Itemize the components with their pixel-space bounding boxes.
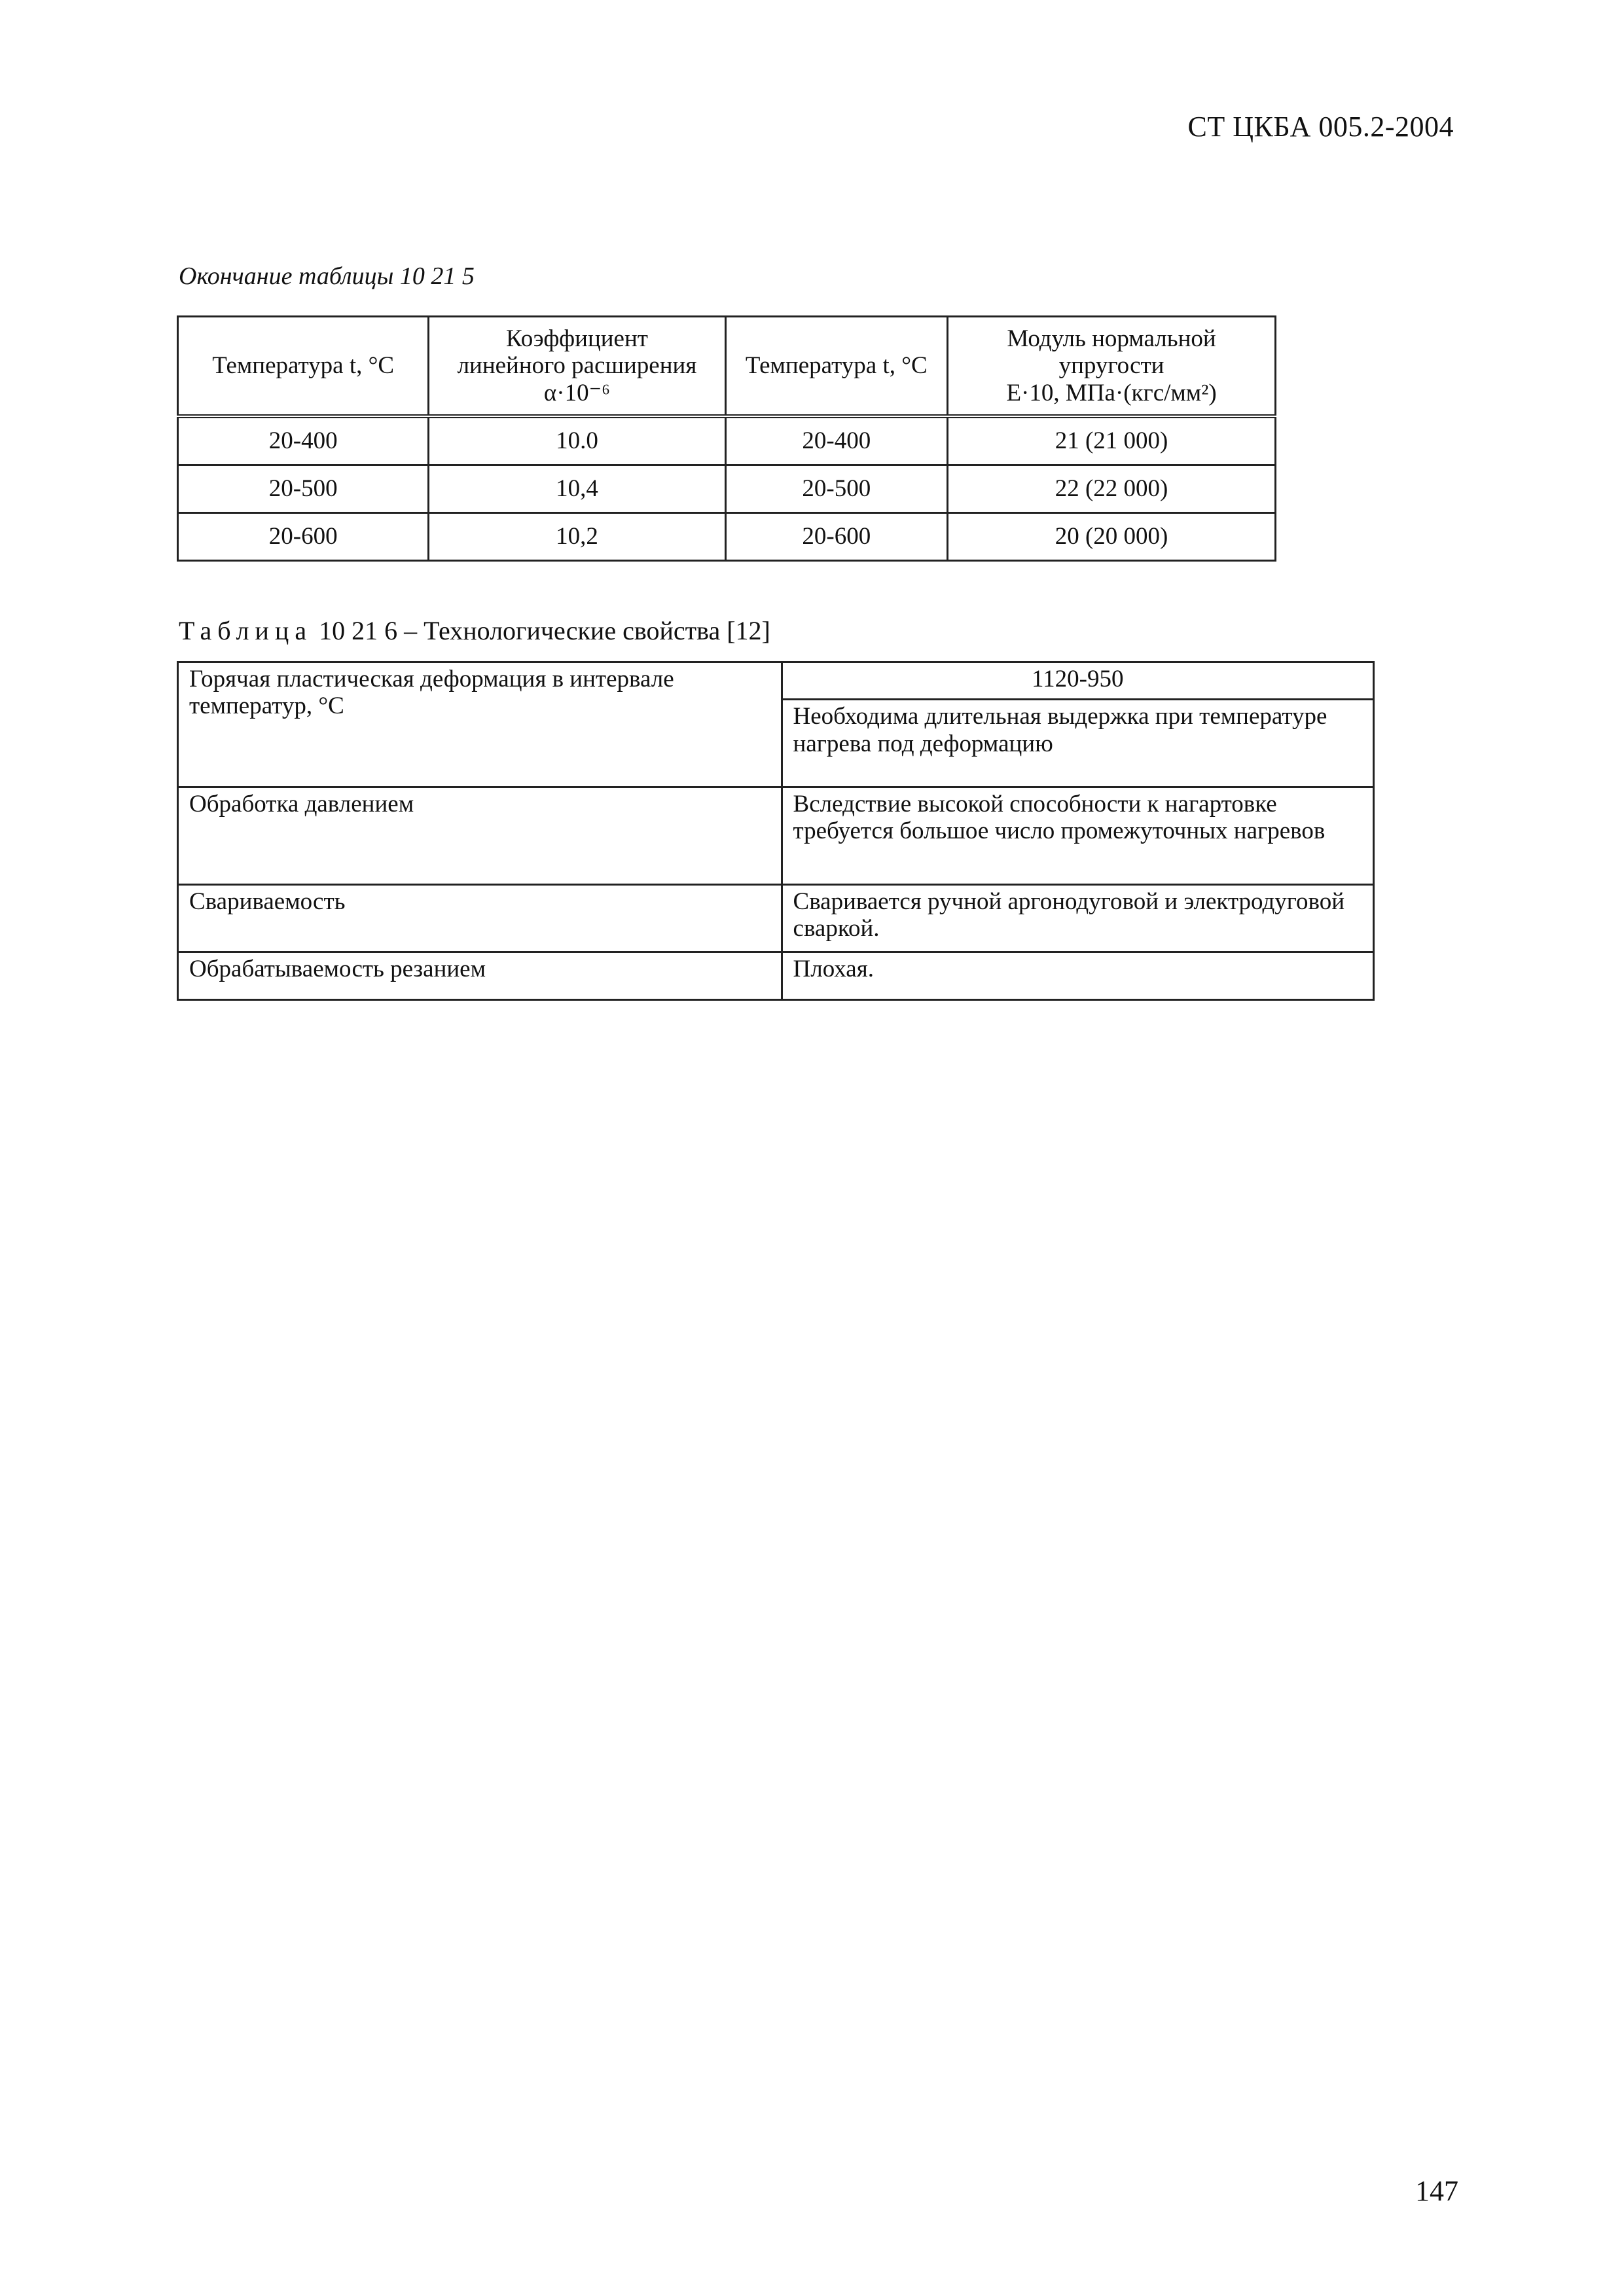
table-title-text: 10 21 6 – Технологические свойства [12] [319, 616, 770, 645]
header-line: Е·10, МПа·(кгс/мм²) [1006, 379, 1217, 406]
cell-temperature: 20-500 [725, 465, 948, 513]
table-row [178, 885, 1374, 952]
cell-property: Горячая пластическая деформация в интервале температур, °С [178, 662, 782, 787]
header-line: Коэффициент [505, 325, 648, 352]
table-title [179, 615, 770, 646]
cell-value: 1120-950 [782, 662, 1373, 700]
header-temperature-1 [178, 317, 429, 417]
table-row [178, 662, 1374, 700]
table-row [178, 513, 1276, 561]
cell-property: Свариваемость [178, 885, 782, 952]
cell-value: Сваривается ручной аргонодуговой и электродуговой сваркой. [782, 885, 1373, 952]
header-line: Модуль нормальной [1007, 325, 1216, 352]
cell-expansion-coefficient: 10.0 [429, 416, 725, 465]
cell-value: Плохая. [782, 952, 1373, 1000]
cell-elastic-modulus: 22 (22 000) [948, 465, 1276, 513]
table-row [178, 787, 1374, 885]
cell-elastic-modulus: 20 (20 000) [948, 513, 1276, 561]
thermal-expansion-elasticity-table [177, 315, 1276, 562]
header-line: α·10⁻⁶ [543, 379, 611, 406]
cell-note: Необходима длительная выдержка при температуре нагрева под деформацию [782, 700, 1373, 787]
cell-property: Обработка давлением [178, 787, 782, 885]
document-code: СТ ЦКБА 005.2-2004 [1187, 111, 1454, 143]
table-row [178, 952, 1374, 1000]
cell-expansion-coefficient: 10,4 [429, 465, 725, 513]
page-number: 147 [1415, 2175, 1458, 2207]
cell-elastic-modulus: 21 (21 000) [948, 416, 1276, 465]
header-line: Температура t, °С [745, 352, 928, 380]
table-title-label: Таблица [179, 616, 313, 645]
cell-expansion-coefficient: 10,2 [429, 513, 725, 561]
cell-temperature: 20-600 [725, 513, 948, 561]
cell-temperature: 20-600 [178, 513, 429, 561]
header-elastic-modulus [948, 317, 1276, 417]
header-expansion-coefficient [429, 317, 725, 417]
table-continuation-caption: Окончание таблицы 10 21 5 [179, 262, 475, 290]
header-temperature-2 [725, 317, 948, 417]
table-header-row [178, 317, 1276, 417]
technological-properties-table [177, 661, 1375, 1001]
header-line: линейного расширения [457, 352, 697, 380]
table-row [178, 416, 1276, 465]
cell-temperature: 20-400 [725, 416, 948, 465]
table-row [178, 465, 1276, 513]
header-line: Температура t, °С [212, 352, 395, 380]
header-line: упругости [1058, 352, 1164, 380]
cell-value: Вследствие высокой способности к нагартовке требуется большое число промежуточных нагревов [782, 787, 1373, 885]
cell-property: Обрабатываемость резанием [178, 952, 782, 1000]
cell-temperature: 20-400 [178, 416, 429, 465]
cell-temperature: 20-500 [178, 465, 429, 513]
